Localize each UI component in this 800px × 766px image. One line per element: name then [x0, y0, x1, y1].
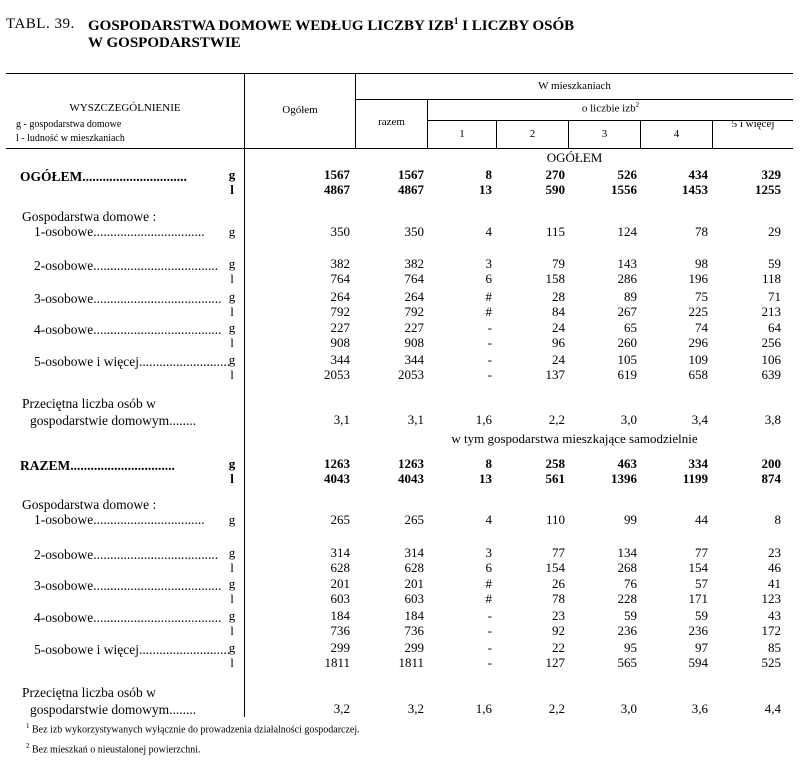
table-cell: 526 — [617, 167, 637, 182]
table-cell: 329 — [761, 167, 781, 182]
table-cell: 764 — [330, 271, 350, 286]
table-cell: - — [487, 608, 492, 623]
table-cell: 350 — [404, 224, 424, 239]
table-cell: 184 — [404, 608, 424, 623]
marker-population: l — [230, 367, 234, 382]
footnote-2: $^2$ Bez mieszkań o nieustalonej powierzchni. — [26, 742, 201, 756]
table-cell: 908 — [330, 335, 350, 350]
col-header-rooms: o liczbie izb$^2$ — [581, 101, 640, 115]
row-label: 1-osobowe................................. — [34, 512, 205, 527]
legend-l: l - ludność w mieszkaniach — [16, 133, 125, 144]
table-cell: 256 — [761, 335, 781, 350]
body-divider — [244, 149, 245, 717]
table-cell: 106 — [761, 352, 781, 367]
table-cell: 79 — [552, 256, 565, 271]
table-cell: 4 — [485, 512, 492, 527]
table-cell: 265 — [404, 512, 424, 527]
table-cell: 158 — [545, 271, 565, 286]
table-cell: 299 — [330, 640, 350, 655]
table-cell: 286 — [617, 271, 637, 286]
table-cell: 26 — [552, 576, 565, 591]
table-cell: 344 — [330, 352, 350, 367]
table-cell: 13 — [479, 471, 492, 486]
table-cell: 1811 — [324, 655, 350, 670]
table-cell: 46 — [768, 560, 781, 575]
header-divider — [355, 99, 793, 100]
table-cell: 154 — [688, 560, 708, 575]
table-cell: 594 — [688, 655, 708, 670]
table-cell: 908 — [404, 335, 424, 350]
table-cell: 74 — [695, 320, 708, 335]
table-cell: 4043 — [324, 471, 350, 486]
table-cell: 43 — [768, 608, 781, 623]
table-cell: 8 — [774, 512, 781, 527]
table-cell: 227 — [330, 320, 350, 335]
table-cell: 265 — [330, 512, 350, 527]
table-cell: 434 — [688, 167, 708, 182]
table-cell: 23 — [552, 608, 565, 623]
table-title — [6, 4, 786, 56]
marker-households: g — [228, 320, 236, 335]
table-cell: 24 — [552, 352, 565, 367]
table-cell: 1199 — [682, 471, 708, 486]
table-cell: 3 — [485, 256, 492, 271]
marker-households: g — [228, 456, 236, 471]
table-cell: 639 — [761, 367, 781, 382]
table-cell: 3,8 — [764, 412, 781, 427]
table-cell: 1567 — [324, 167, 350, 182]
table-cell: 71 — [768, 289, 781, 304]
table-cell: 1263 — [398, 456, 424, 471]
table-cell: 1255 — [755, 182, 781, 197]
table-cell: 1,6 — [475, 701, 492, 716]
table-cell: 1,6 — [475, 412, 492, 427]
table-cell: 3,0 — [620, 701, 637, 716]
table-cell: 89 — [624, 289, 637, 304]
table-cell: 184 — [330, 608, 350, 623]
table-cell: 41 — [768, 576, 781, 591]
row-label: 1-osobowe................................. — [34, 224, 205, 239]
marker-households: g — [228, 608, 236, 623]
table-number: TABL. 39. — [6, 16, 75, 32]
table-cell: 227 — [404, 320, 424, 335]
table-cell: 59 — [695, 608, 708, 623]
row-label-continued: gospodarstwie domowym........ — [30, 413, 197, 428]
legend-g: g - gospodarstwa domowe — [16, 119, 122, 130]
marker-population: l — [230, 655, 234, 670]
row-label: Gospodarstwa domowe : — [22, 209, 157, 224]
table-cell: 792 — [330, 304, 350, 319]
marker-households: g — [228, 167, 236, 182]
col-header-in-dwellings: W mieszkaniach — [538, 80, 611, 92]
table-cell: 619 — [617, 367, 637, 382]
table-cell: 658 — [688, 367, 708, 382]
table-cell: 124 — [617, 224, 637, 239]
table-cell: 2053 — [324, 367, 350, 382]
table-cell: 84 — [552, 304, 565, 319]
table-cell: 2,2 — [548, 701, 565, 716]
table-cell: 3,6 — [691, 701, 708, 716]
table-cell: 260 — [617, 335, 637, 350]
marker-population: l — [230, 591, 234, 606]
footnote-1: $^1$ Bez izb wykorzystywanych wyłącznie do prowadzenia działalności gospodarczej. — [26, 722, 360, 736]
table-cell: - — [487, 623, 492, 638]
table-cell: 463 — [617, 456, 637, 471]
table-cell: 78 — [552, 591, 565, 606]
marker-households: g — [228, 576, 236, 591]
table-cell: 213 — [761, 304, 781, 319]
table-cell: 268 — [617, 560, 637, 575]
table-cell: 2,2 — [548, 412, 565, 427]
table-cell: 99 — [624, 512, 637, 527]
table-cell: 24 — [552, 320, 565, 335]
table-cell: - — [487, 352, 492, 367]
row-label: Przeciętna liczba osób w — [22, 396, 156, 411]
table-cell: 154 — [545, 560, 565, 575]
table-cell: 264 — [404, 289, 424, 304]
table-cell: 29 — [768, 224, 781, 239]
marker-population: l — [230, 271, 234, 286]
table-cell: # — [485, 289, 492, 304]
row-label: 4-osobowe...................................... — [34, 322, 222, 337]
marker-households: g — [228, 224, 236, 239]
table-cell: 4867 — [398, 182, 424, 197]
table-cell: 3,0 — [620, 412, 637, 427]
table-cell: 225 — [688, 304, 708, 319]
table-cell: - — [487, 640, 492, 655]
table-cell: 75 — [695, 289, 708, 304]
table-cell: 2053 — [398, 367, 424, 382]
table-cell: 565 — [617, 655, 637, 670]
col-header-razem: razem — [378, 116, 405, 128]
table-cell: 137 — [545, 367, 565, 382]
col-header-rooms-3: 3 — [601, 128, 608, 140]
table-cell: 143 — [617, 256, 637, 271]
table-cell: 44 — [695, 512, 708, 527]
table-cell: 6 — [485, 560, 492, 575]
table-cell: 3,1 — [407, 412, 424, 427]
table-cell: 334 — [688, 456, 708, 471]
row-label: OGÓŁEM............................... — [20, 169, 187, 184]
table-cell: 267 — [617, 304, 637, 319]
table-cell: 28 — [552, 289, 565, 304]
table-cell: - — [487, 367, 492, 382]
row-label: 4-osobowe...................................... — [34, 610, 222, 625]
table-cell: 1396 — [611, 471, 637, 486]
table-cell: 22 — [552, 640, 565, 655]
col-header-total: Ogółem — [282, 104, 318, 116]
table-cell: # — [485, 304, 492, 319]
marker-households: g — [228, 640, 236, 655]
col-header-rooms-5plus: 5 i więcej — [731, 118, 775, 130]
table-cell: 3,2 — [407, 701, 424, 716]
table-cell: 874 — [761, 471, 781, 486]
table-cell: 561 — [545, 471, 565, 486]
table-cell: 77 — [695, 545, 708, 560]
table-cell: 603 — [330, 591, 350, 606]
marker-population: l — [230, 182, 234, 197]
table-cell: 6 — [485, 271, 492, 286]
table-cell: 96 — [552, 335, 565, 350]
table-cell: 236 — [617, 623, 637, 638]
table-cell: 299 — [404, 640, 424, 655]
title-line-2: W GOSPODARSTWIE — [88, 35, 241, 51]
table-cell: 78 — [695, 224, 708, 239]
table-cell: 23 — [768, 545, 781, 560]
table-cell: 115 — [545, 224, 565, 239]
table-cell: 3,1 — [333, 412, 350, 427]
marker-population: l — [230, 560, 234, 575]
table-cell: 258 — [545, 456, 565, 471]
table-cell: 525 — [761, 655, 781, 670]
row-label: Gospodarstwa domowe : — [22, 497, 157, 512]
table-cell: 134 — [617, 545, 637, 560]
table-cell: 1453 — [682, 182, 708, 197]
table-cell: 57 — [695, 576, 708, 591]
table-cell: 3,4 — [691, 412, 708, 427]
table-cell: 171 — [688, 591, 708, 606]
table-cell: 196 — [688, 271, 708, 286]
table-cell: 201 — [330, 576, 350, 591]
row-label-continued: gospodarstwie domowym........ — [30, 702, 197, 717]
col-header-rooms-2: 2 — [529, 128, 536, 140]
marker-households: g — [228, 352, 236, 367]
table-cell: 201 — [404, 576, 424, 591]
row-label: 5-osobowe i więcej........................... — [34, 642, 231, 657]
table-cell: 105 — [617, 352, 637, 367]
table-cell: 76 — [624, 576, 637, 591]
table-cell: 4867 — [324, 182, 350, 197]
row-label: 3-osobowe...................................... — [34, 291, 222, 306]
table-cell: 314 — [404, 545, 424, 560]
table-cell: 603 — [404, 591, 424, 606]
row-label: Przeciętna liczba osób w — [22, 685, 156, 700]
table-cell: 764 — [404, 271, 424, 286]
table-cell: 123 — [761, 591, 781, 606]
table-cell: 77 — [552, 545, 565, 560]
col-header-rooms-1: 1 — [459, 128, 465, 140]
table-cell: 314 — [330, 545, 350, 560]
marker-population: l — [230, 335, 234, 350]
table-cell: 736 — [330, 623, 350, 638]
table-cell: 97 — [695, 640, 708, 655]
table-cell: 350 — [330, 224, 350, 239]
table-cell: 85 — [768, 640, 781, 655]
marker-households: g — [228, 545, 236, 560]
table-cell: - — [487, 320, 492, 335]
title-line-1: GOSPODARSTWA DOMOWE WEDŁUG LICZBY IZB$^1$ I LICZBY OSÓB — [88, 16, 575, 34]
table-cell: 110 — [545, 512, 565, 527]
table-cell: 628 — [404, 560, 424, 575]
table-cell: 590 — [545, 182, 565, 197]
table-cell: 1263 — [324, 456, 350, 471]
table-cell: 8 — [485, 167, 492, 182]
table-cell: # — [485, 591, 492, 606]
row-label: 2-osobowe..................................... — [34, 258, 219, 273]
table-cell: 382 — [404, 256, 424, 271]
table-cell: 1567 — [398, 167, 424, 182]
table-cell: 736 — [404, 623, 424, 638]
row-label: 3-osobowe...................................... — [34, 578, 222, 593]
table-cell: 1556 — [611, 182, 637, 197]
table-cell: 8 — [485, 456, 492, 471]
table-cell: - — [487, 655, 492, 670]
table-cell: 344 — [404, 352, 424, 367]
row-label: 5-osobowe i więcej........................... — [34, 354, 231, 369]
marker-population: l — [230, 623, 234, 638]
table-cell: 628 — [330, 560, 350, 575]
table-cell: 118 — [761, 271, 781, 286]
marker-households: g — [228, 289, 236, 304]
table-cell: 59 — [768, 256, 781, 271]
table-cell: - — [487, 335, 492, 350]
table-cell: 4,4 — [764, 701, 781, 716]
marker-households: g — [228, 256, 236, 271]
table-cell: 3,2 — [333, 701, 350, 716]
marker-population: l — [230, 304, 234, 319]
row-label: 2-osobowe..................................... — [34, 547, 219, 562]
marker-population: l — [230, 471, 234, 486]
table-cell: 13 — [479, 182, 492, 197]
table-cell: 98 — [695, 256, 708, 271]
table-cell: 270 — [545, 167, 565, 182]
table-cell: 792 — [404, 304, 424, 319]
col-header-rooms-4: 4 — [673, 128, 680, 140]
table-cell: 172 — [761, 623, 781, 638]
section-heading-ogolem: OGÓŁEM — [546, 150, 603, 165]
table-cell: 3 — [485, 545, 492, 560]
table-cell: 92 — [552, 623, 565, 638]
marker-households: g — [228, 512, 236, 527]
table-cell: 65 — [624, 320, 637, 335]
table-cell: 1811 — [398, 655, 424, 670]
table-cell: 264 — [330, 289, 350, 304]
table-cell: 95 — [624, 640, 637, 655]
table-cell: 109 — [688, 352, 708, 367]
section-heading-samodzielnie: w tym gospodarstwa mieszkające samodzielnie — [451, 431, 698, 446]
table-cell: 236 — [688, 623, 708, 638]
table-cell: 228 — [617, 591, 637, 606]
table-cell: # — [485, 576, 492, 591]
table-cell: 4 — [485, 224, 492, 239]
table-cell: 64 — [768, 320, 781, 335]
table-cell: 4043 — [398, 471, 424, 486]
col-header-description: WYSZCZEGÓLNIENIE — [69, 102, 181, 114]
table-cell: 296 — [688, 335, 708, 350]
header-bottom-rule — [6, 148, 793, 149]
header-top-rule — [6, 73, 793, 74]
table-cell: 127 — [545, 655, 565, 670]
table-cell: 59 — [624, 608, 637, 623]
table-cell: 382 — [330, 256, 350, 271]
table-cell: 200 — [761, 456, 781, 471]
row-label: RAZEM............................... — [20, 458, 175, 473]
